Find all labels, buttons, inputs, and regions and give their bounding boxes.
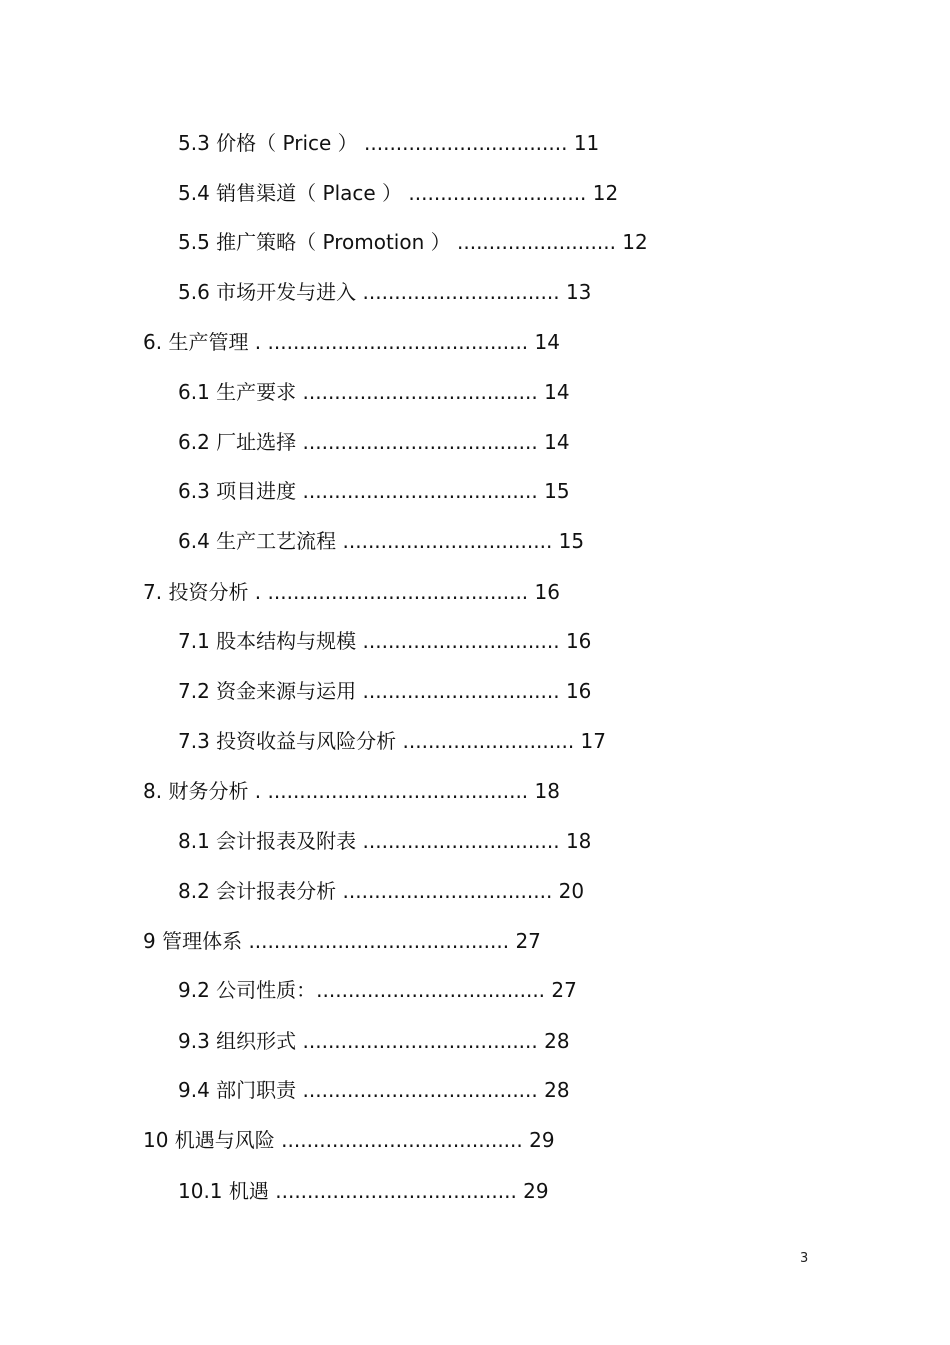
page-number: 3 (800, 1251, 809, 1266)
toc-entry-9-4[interactable]: 9.4 部门职责 ..................................... 28 (178, 1078, 570, 1102)
toc-entry-8-2[interactable]: 8.2 会计报表分析 ................................. 20 (178, 879, 585, 903)
toc-entry-7-1[interactable]: 7.1 股本结构与规模 ............................... 16 (178, 629, 592, 653)
toc-entry-8[interactable]: 8. 财务分析 . ......................................... 18 (143, 779, 560, 803)
toc-entry-7-2[interactable]: 7.2 资金来源与运用 ............................... 16 (178, 679, 592, 703)
toc-entry-5-3[interactable]: 5.3 价格（ Price ） ................................ 11 (178, 131, 600, 155)
toc-entry-9[interactable]: 9 管理体系 ......................................... 27 (143, 929, 541, 953)
toc-entry-10-1[interactable]: 10.1 机遇 ...................................... 29 (178, 1179, 549, 1203)
toc-entry-7[interactable]: 7. 投资分析 . ......................................... 16 (143, 580, 560, 604)
toc-entry-5-5[interactable]: 5.5 推广策略（ Promotion ） ......................... 12 (178, 230, 648, 254)
toc-entry-8-1[interactable]: 8.1 会计报表及附表 ............................... 18 (178, 829, 592, 853)
toc-entry-9-2[interactable]: 9.2 公司性质：.................................... 27 (178, 978, 577, 1002)
toc-entry-5-4[interactable]: 5.4 销售渠道（ Place ） ............................ 12 (178, 181, 619, 205)
toc-entry-5-6[interactable]: 5.6 市场开发与进入 ............................... 13 (178, 280, 592, 304)
toc-entry-6-1[interactable]: 6.1 生产要求 ..................................... 14 (178, 380, 570, 404)
toc-entry-6-2[interactable]: 6.2 厂址选择 ..................................... 14 (178, 430, 570, 454)
toc-entry-6-4[interactable]: 6.4 生产工艺流程 ................................. 15 (178, 529, 585, 553)
toc-entry-9-3[interactable]: 9.3 组织形式 ..................................... 28 (178, 1029, 570, 1053)
toc-entry-7-3[interactable]: 7.3 投资收益与风险分析 ........................... 17 (178, 729, 606, 753)
toc-entry-6[interactable]: 6. 生产管理 . ......................................... 14 (143, 330, 560, 354)
toc-entry-10[interactable]: 10 机遇与风险 ...................................... 29 (143, 1128, 555, 1152)
toc-entry-6-3[interactable]: 6.3 项目进度 ..................................... 15 (178, 479, 570, 503)
